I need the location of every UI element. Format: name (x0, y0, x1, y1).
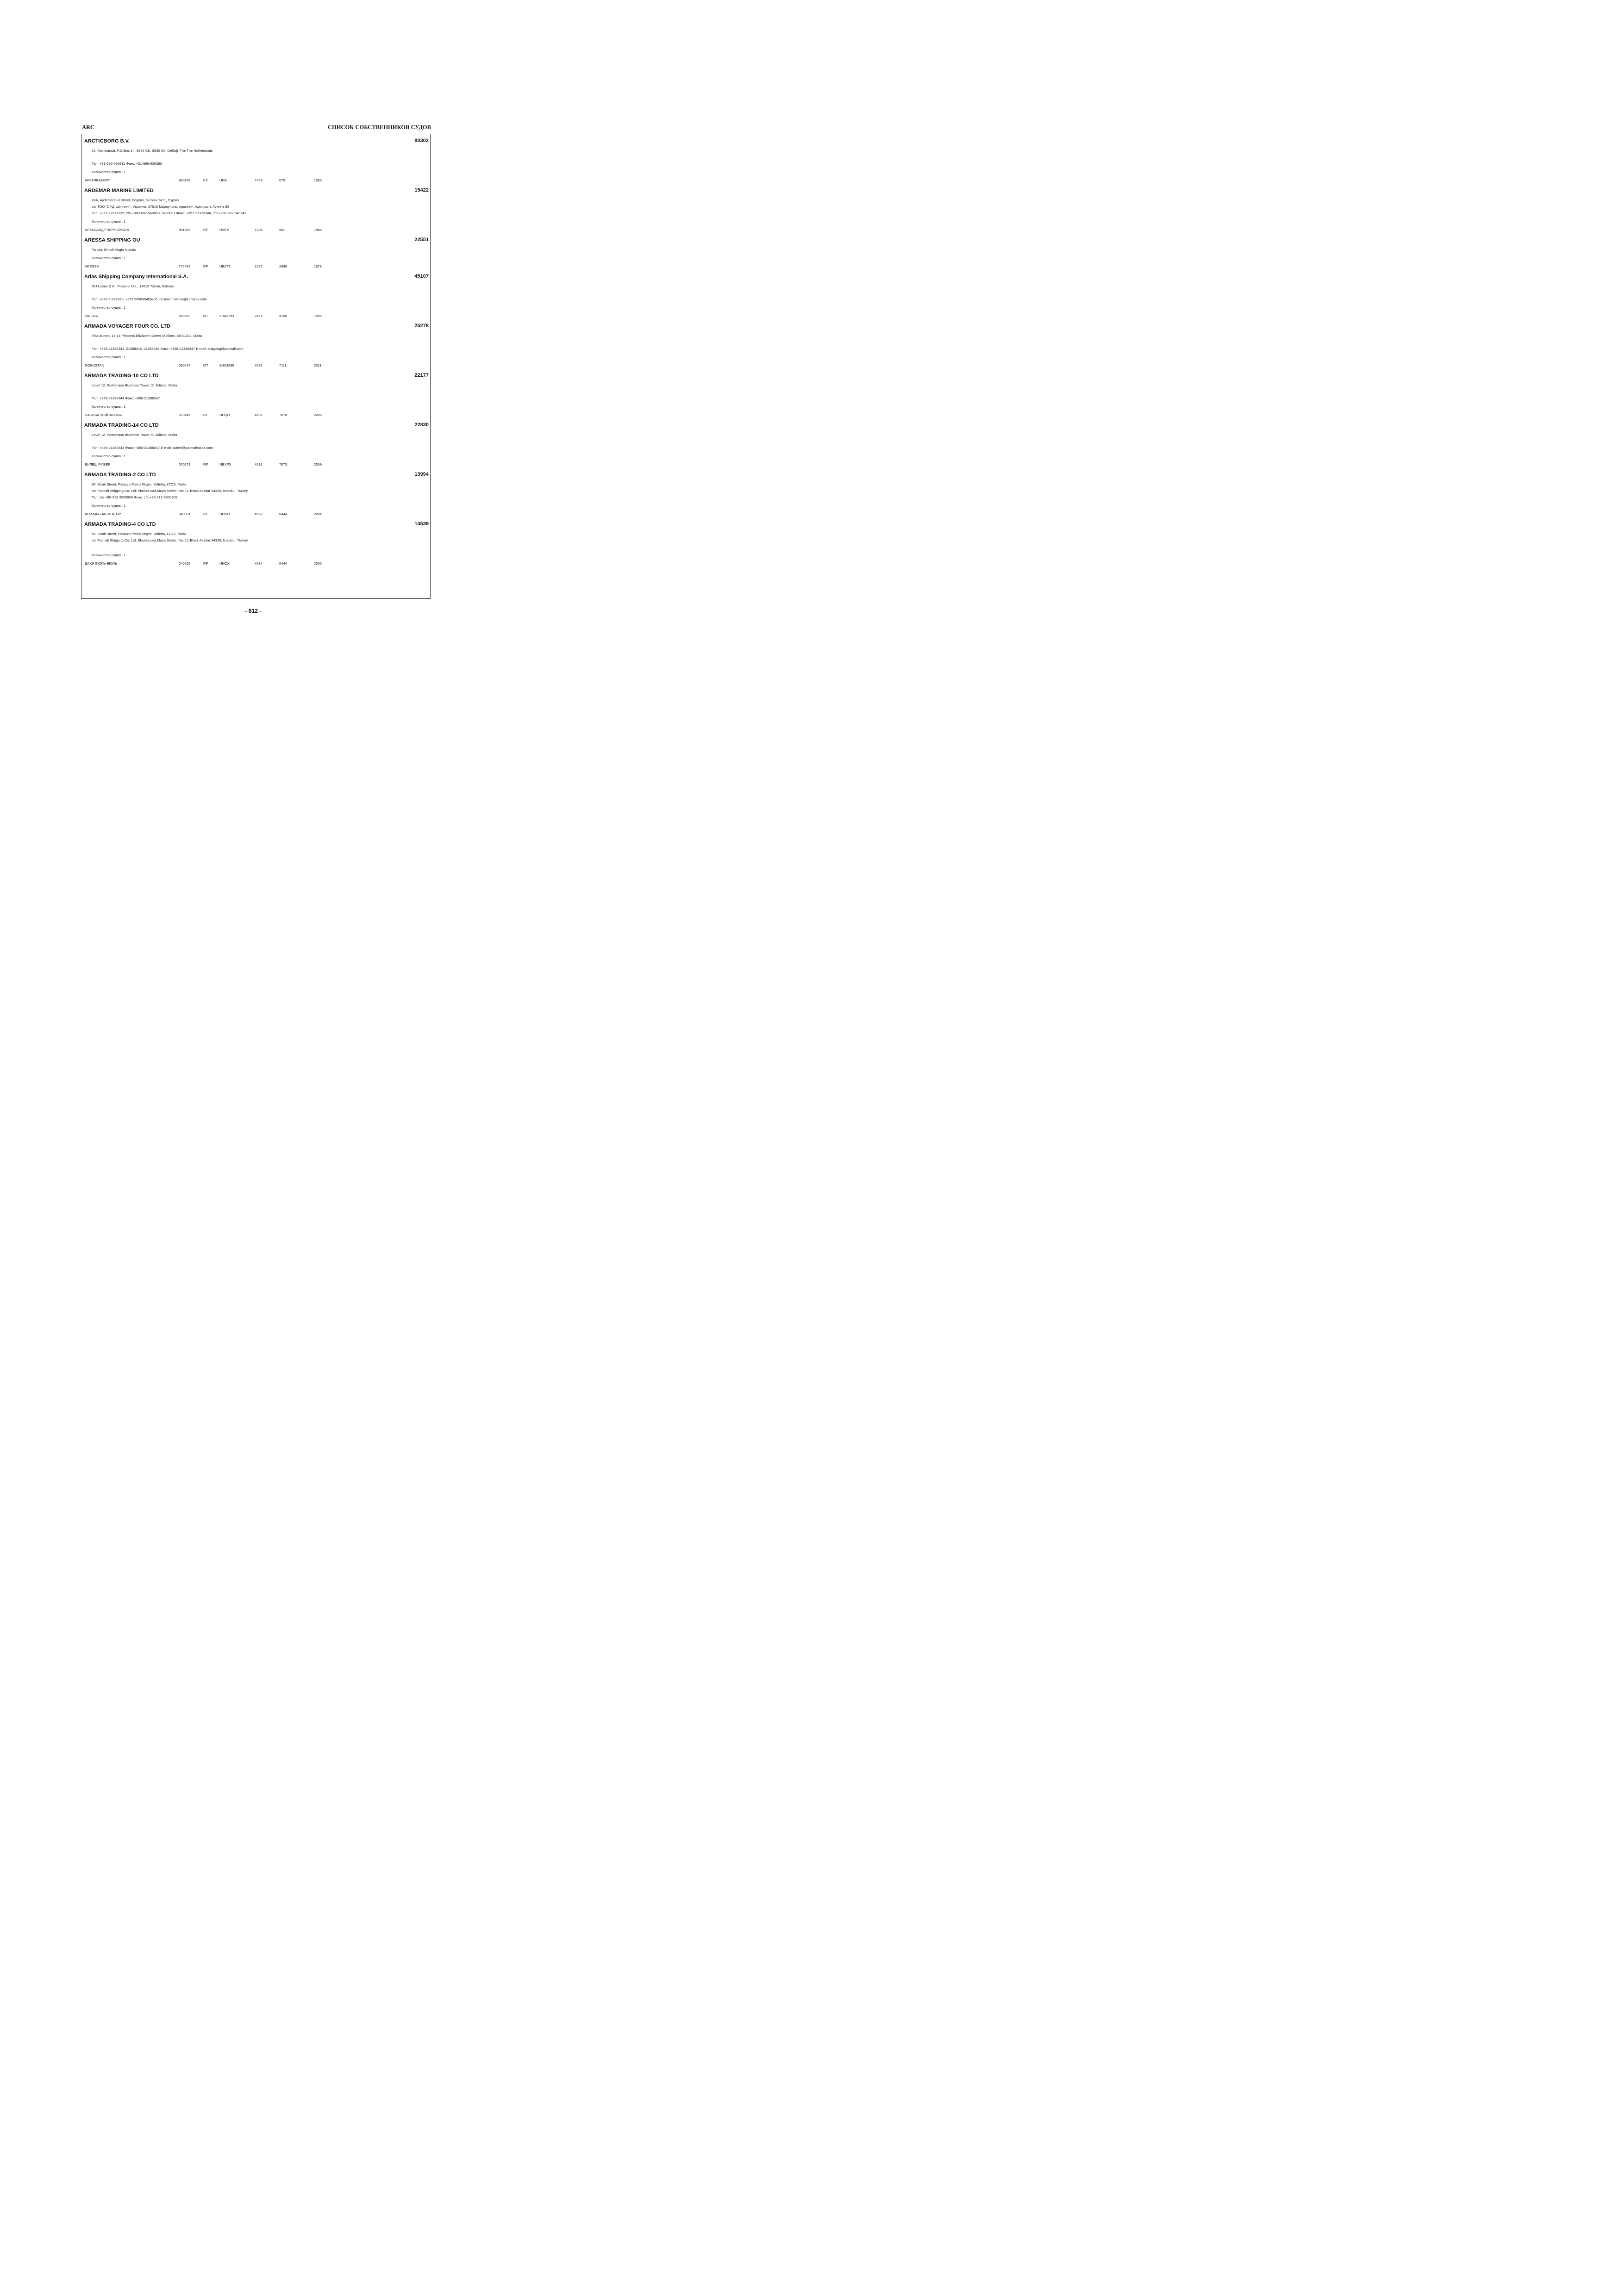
owner-entry (81, 373, 431, 419)
catalog-title-header: СПИСОК СОБСТВЕННИКОВ СУДОВ (328, 124, 431, 131)
vessel-count: Количество судов : 1 (92, 553, 126, 557)
vessel-row (81, 462, 431, 468)
vessel-year-built: 2005 (314, 561, 322, 566)
vessel-deadweight: 6444 (279, 512, 287, 516)
owner-contact-line: Тел: +372-6-273930, +372 56569045(моб.) E-mail: marine@lumarsa.com (92, 297, 207, 301)
vessel-year-built: 2011 (314, 363, 322, 367)
vessel-count: Количество судов : 1 (92, 504, 126, 508)
owner-name: ARMADA TRADING-10 CO LTD (84, 373, 159, 379)
owner-address: OU Lumar S.A., Punane 14a , 13619 Tallinn, Estonia (92, 284, 174, 288)
vessel-callsign: 9HA2695 (219, 363, 234, 367)
vessel-number: 040031 (179, 512, 191, 516)
owner-address: 90, Strait Street, Palazzo Pietro Stiges, Valletta, LTOS, Malta (92, 482, 187, 486)
vessel-callsign: UVEX (219, 228, 229, 232)
vessel-gross-tonnage: 4522 (255, 512, 262, 516)
vessel-flag: MT (203, 314, 208, 318)
owner-entry (81, 138, 431, 185)
owner-entry (81, 472, 431, 518)
vessel-name: SIRENA (85, 314, 98, 318)
vessel-gross-tonnage: 1208 (255, 228, 262, 232)
vessel-name: ARESSA (85, 264, 99, 268)
vessel-gross-tonnage: 1926 (255, 264, 262, 268)
owner-code: 22177 (414, 373, 429, 378)
vessel-flag: RF (203, 561, 208, 566)
owner-name: ARMADA TRADING-4 CO LTD (84, 522, 156, 527)
owner-address: Villa Aurora, 14-16 Princess Elizabeth Street Ta'Xbiex, XBX1102, Malta (92, 334, 202, 338)
vessel-row (81, 512, 431, 517)
vessel-number: 090454 (179, 363, 191, 367)
owner-code: 15422 (414, 187, 429, 193)
owner-contact-line: c/o ТОО "СФД Шиппинг": Украина, 87510 Мариуполь, проспект Адмирала Лунина 89 (92, 205, 230, 209)
owner-code: 22830 (414, 422, 429, 428)
vessel-number: 851692 (179, 228, 191, 232)
owner-name: ARDEMAR MARINE LIMITED (84, 188, 154, 193)
vessel-name: ВИЛЕШ РИВЕР (85, 462, 111, 467)
owner-name: ARESSA SHIPPING OU (84, 237, 140, 243)
vessel-gross-tonnage: 4681 (255, 413, 262, 417)
owner-code: 13994 (414, 472, 429, 477)
vessel-deadweight: 7111 (279, 363, 287, 367)
vessel-name: АРКТИКАБОРГ (85, 178, 110, 182)
vessel-year-built: 1998 (314, 178, 322, 182)
owner-address: 24A, Archimedous street, Engomi, Nicosia 2411, Cyprus (92, 198, 179, 202)
vessel-count: Количество судов : 1 (92, 454, 126, 458)
owner-code: 25278 (414, 323, 429, 329)
owner-contact-line: c/o Palmali Shipping Co. Ltd: Ebulula cad.Maya Siteleri No: 1L-Block Akatlar 34335, Istanbul, Turkey (92, 489, 248, 493)
vessel-deadweight: 501 (279, 228, 285, 232)
vessel-count: Количество судов : 1 (92, 355, 126, 359)
vessel-callsign: UNA (219, 178, 227, 182)
owner-contact-line: Тел: +356-21388344 Факс: +356-21388347 E-mail: spiteri@palmalimalta.com (92, 446, 213, 450)
vessel-row (81, 264, 431, 270)
vessel-flag: KZ (203, 178, 208, 182)
vessel-number: 070145 (179, 413, 191, 417)
vessel-name: АЛЕКСАНДР ЧЕРНОУСОВ (85, 228, 129, 232)
vessel-number: 980319 (179, 314, 191, 318)
owner-code: 22551 (414, 237, 429, 243)
vessel-name: АРМАДА НАВИГАТОР (85, 512, 121, 516)
owner-address: Tortola, British Virgin Islands (92, 248, 136, 252)
owner-entry (81, 324, 431, 370)
vessel-number: 980198 (179, 178, 191, 182)
vessel-callsign: UHQD (219, 413, 230, 417)
vessel-gross-tonnage: 4534 (255, 561, 262, 566)
owner-address: 10, Marktstraat, P.O.Box 14, 9934 CK, 9930 AA, Delfzijl, The The Netherlands (92, 149, 213, 153)
vessel-row (81, 561, 431, 567)
vessel-name: НАСИБА ЗЕЙНАЛОВА (85, 413, 122, 417)
owner-name: Arlas Shipping Company International S.A. (84, 274, 188, 280)
vessel-flag: RF (203, 264, 208, 268)
vessel-row (81, 178, 431, 184)
vessel-count: Количество судов : 1 (92, 256, 126, 260)
vessel-flag: RF (203, 462, 208, 467)
owner-entry (81, 423, 431, 469)
vessel-year-built: 1999 (314, 314, 322, 318)
vessel-count: Количество судов : 1 (92, 170, 126, 174)
vessel-count: Количество судов : 1 (92, 404, 126, 409)
owner-contact-line: Тел: +31-596-636911 Факс: +31-596-636380 (92, 162, 162, 166)
owner-name: ARCTICBORG B.V. (84, 138, 130, 144)
vessel-year-built: 2009 (314, 462, 322, 467)
vessel-name: GOBUSTAN (85, 363, 105, 367)
owner-code: 80302 (414, 138, 429, 143)
vessel-row (81, 228, 431, 233)
vessel-year-built: 2004 (314, 512, 322, 516)
owner-contact-line: Тел: +356-21388344 Факс: +356-21388347 (92, 396, 160, 400)
vessel-gross-tonnage: 1453 (255, 178, 262, 182)
owner-contact-line: Тел: +356-21388344, 21388345, 21388346 Факс: +356-21388347 E-mail: shipping@palmali.com (92, 347, 244, 351)
vessel-row (81, 363, 431, 369)
owner-name: ARMADA TRADING-14 CO LTD (84, 423, 159, 428)
vessel-count: Количество судов : 1 (92, 305, 126, 310)
vessel-gross-tonnage: 4681 (255, 363, 262, 367)
vessel-name: ДАХИ БЮЛЬ-БЮЛЬ (85, 561, 117, 566)
owner-contact-line: Тел: +357-22373339; c/o +380-692-540800, 5405801 Факс: +357-22373346; c/o +380-692-540847 (92, 211, 247, 215)
owner-code: 14539 (414, 521, 429, 527)
vessel-deadweight: 2649 (279, 264, 287, 268)
owner-entry (81, 188, 431, 234)
vessel-flag: MT (203, 363, 208, 367)
vessel-row (81, 413, 431, 418)
vessel-gross-tonnage: 2451 (255, 314, 262, 318)
vessel-deadweight: 6444 (279, 561, 287, 566)
vessel-deadweight: 7070 (279, 413, 287, 417)
vessel-flag: RF (203, 228, 208, 232)
page-number: - 812 - (245, 608, 262, 614)
owner-address: 90, Strait Street, Palazzo Pietro Stiges, Valletta, LTOS, Malta (92, 532, 187, 536)
vessel-callsign: UHQX (219, 561, 230, 566)
vessel-number: 070179 (179, 462, 191, 467)
vessel-count: Количество судов : 1 (92, 219, 126, 224)
owner-address: Level 12, Portomaso Business Tower, St.Julians, Malta (92, 433, 177, 437)
vessel-callsign: 9HA3783 (219, 314, 234, 318)
vessel-row (81, 314, 431, 319)
vessel-callsign: UBXF3 (219, 462, 231, 467)
vessel-deadweight: 675 (279, 178, 285, 182)
document-page (0, 0, 506, 716)
owner-entry (81, 274, 431, 320)
owner-code: 45107 (414, 274, 429, 279)
owner-address: Level 12, Portomaso Business Tower, St.Julians, Malta (92, 383, 177, 387)
vessel-year-built: 1986 (314, 228, 322, 232)
vessel-deadweight: 7073 (279, 462, 287, 467)
vessel-flag: RF (203, 413, 208, 417)
vessel-year-built: 2008 (314, 413, 322, 417)
owner-name: ARMADA VOYAGER FOUR CO. LTD (84, 324, 170, 329)
owners-table-frame (81, 134, 431, 599)
vessel-gross-tonnage: 4681 (255, 462, 262, 467)
vessel-callsign: UDOU (219, 512, 230, 516)
section-letter-header: ARC (82, 124, 95, 131)
owner-name: ARMADA TRADING-2 CO LTD (84, 472, 156, 478)
owner-contact-line: c/o Palmali Shipping Co. Ltd: Ebulula cad.Maya Siteleri No: 1L-Block Akatlar 34335, Istanbul, Turkey (92, 538, 248, 542)
owner-contact-line: Тел: c/o +90-212-3500900 Факс: c/o +90-212-3500909 (92, 495, 178, 499)
vessel-flag: RF (203, 512, 208, 516)
vessel-deadweight: 4150 (279, 314, 287, 318)
vessel-number: 772043 (179, 264, 191, 268)
vessel-number: 040262 (179, 561, 191, 566)
vessel-year-built: 1978 (314, 264, 322, 268)
owner-entry (81, 522, 431, 568)
vessel-callsign: UBZF2 (219, 264, 231, 268)
